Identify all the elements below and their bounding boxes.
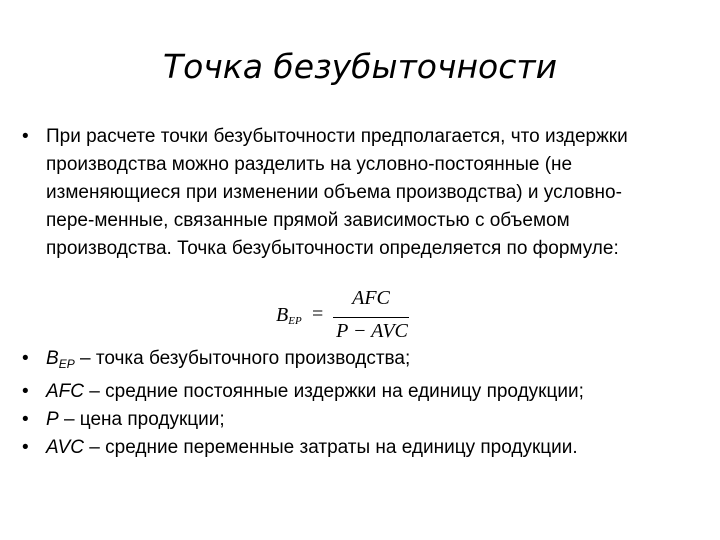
definition-item bbox=[22, 434, 712, 462]
formula-equals: = bbox=[312, 303, 324, 325]
definition-term: AVC bbox=[46, 437, 85, 458]
formula-numerator: AFC bbox=[352, 287, 390, 309]
fraction-bar bbox=[333, 317, 409, 318]
intro-paragraph bbox=[22, 123, 662, 263]
definition-term-subscript: EP bbox=[58, 357, 75, 371]
definition-term: P bbox=[46, 409, 59, 430]
definition-text: – точка безубыточного производства; bbox=[74, 348, 411, 369]
formula-lhs-base: B bbox=[276, 304, 289, 326]
definition-term: AFC bbox=[46, 381, 84, 402]
definition-term bbox=[46, 348, 75, 369]
definition-item bbox=[22, 345, 712, 378]
break-even-formula bbox=[276, 287, 436, 345]
intro-text: При расчете точки безубыточности предполагается, что издержки производства можно разделить на условно-постоянные (не изменяющиеся при изменении объема производства) и условно-пере-менные, связанные прямой зависимостью с объемом производства. Точка безубыточности определяется по формуле: bbox=[46, 126, 628, 259]
formula-denominator: P − AVC bbox=[336, 320, 408, 342]
definition-item bbox=[22, 406, 712, 434]
formula-lhs bbox=[276, 304, 302, 327]
definition-term-base: B bbox=[46, 348, 59, 369]
definition-text: – средние постоянные издержки на единицу продукции; bbox=[84, 381, 584, 402]
page-title: Точка безубыточности bbox=[162, 47, 558, 86]
bullet-marker: • bbox=[22, 126, 29, 147]
definition-text: – средние переменные затраты на единицу продукции. bbox=[84, 437, 578, 458]
bullet-marker: • bbox=[22, 437, 29, 458]
bullet-marker: • bbox=[22, 381, 29, 402]
formula-lhs-subscript: EP bbox=[288, 315, 302, 327]
definitions-list bbox=[22, 345, 712, 462]
bullet-marker: • bbox=[22, 348, 29, 369]
definition-text: – цена продукции; bbox=[58, 409, 225, 430]
definition-item bbox=[22, 378, 712, 406]
bullet-marker: • bbox=[22, 409, 29, 430]
